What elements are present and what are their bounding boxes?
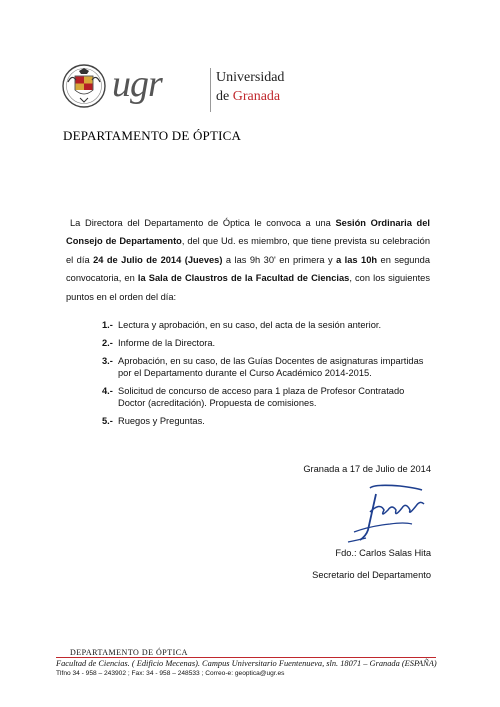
university-logo [62, 62, 285, 118]
signatory-name: Fdo.: Carlos Salas Hita [335, 548, 431, 558]
agenda-list [102, 319, 432, 433]
footer-address: Facultad de Ciencias. ( Edificio Mecenas). Campus Universitario Fuentenueva, sln. 18071 – Granada (ESPAÑA) [56, 659, 437, 668]
agenda-item: 4.- Solicitud de concurso de acceso para 1 plaza de Profesor Contratado Doctor (acreditación). Propuesta de comisiones. [102, 386, 405, 408]
granada-word: Granada [232, 89, 281, 104]
intro-paragraph: La Directora del Departamento de Óptica le convoca a una Sesión Ordinaria del Consejo de Departamento, del que Ud. es miembro, que tiene prevista su celebración el día 24 de Julio de 2014 (Jueves) a las 9h 30' en primera y a las 10h en segunda convocatoria, en la Sala de Claustros de la Facultad de Ciencias, con los siguientes puntos en el orden del día: [66, 218, 430, 302]
logo-divider [210, 68, 211, 112]
university-seal-icon [62, 62, 106, 110]
university-name-line1: Universidad [216, 70, 285, 85]
agenda-item: 2.- Informe de la Directora. [102, 338, 216, 348]
footer-department: DEPARTAMENTO DE ÓPTICA [70, 648, 188, 657]
agenda-item: 5.- Ruegos y Preguntas. [102, 416, 205, 426]
department-title: DEPARTAMENTO DE ÓPTICA [63, 128, 242, 143]
signature-icon [340, 480, 430, 550]
footer-contact: Tlfno 34 - 958 – 243902 ; Fax: 34 - 958 – 248533 ; Correo-e: geoptica@ugr.es [56, 670, 285, 677]
agenda-item: 3.- Aprobación, en su caso, de las Guías Docentes de asignaturas impartidas por el Departamento durante el Curso Académico 2014-2015. [102, 356, 424, 378]
letter-date: Granada a 17 de Julio de 2014 [303, 464, 431, 474]
university-name-line2: de Granada [216, 89, 281, 104]
ugr-wordmark: ugr [112, 63, 162, 105]
footer-divider [56, 657, 436, 658]
agenda-item: 1.- Lectura y aprobación, en su caso, del acta de la sesión anterior. [102, 320, 382, 330]
signatory-role: Secretario del Departamento [312, 570, 431, 580]
